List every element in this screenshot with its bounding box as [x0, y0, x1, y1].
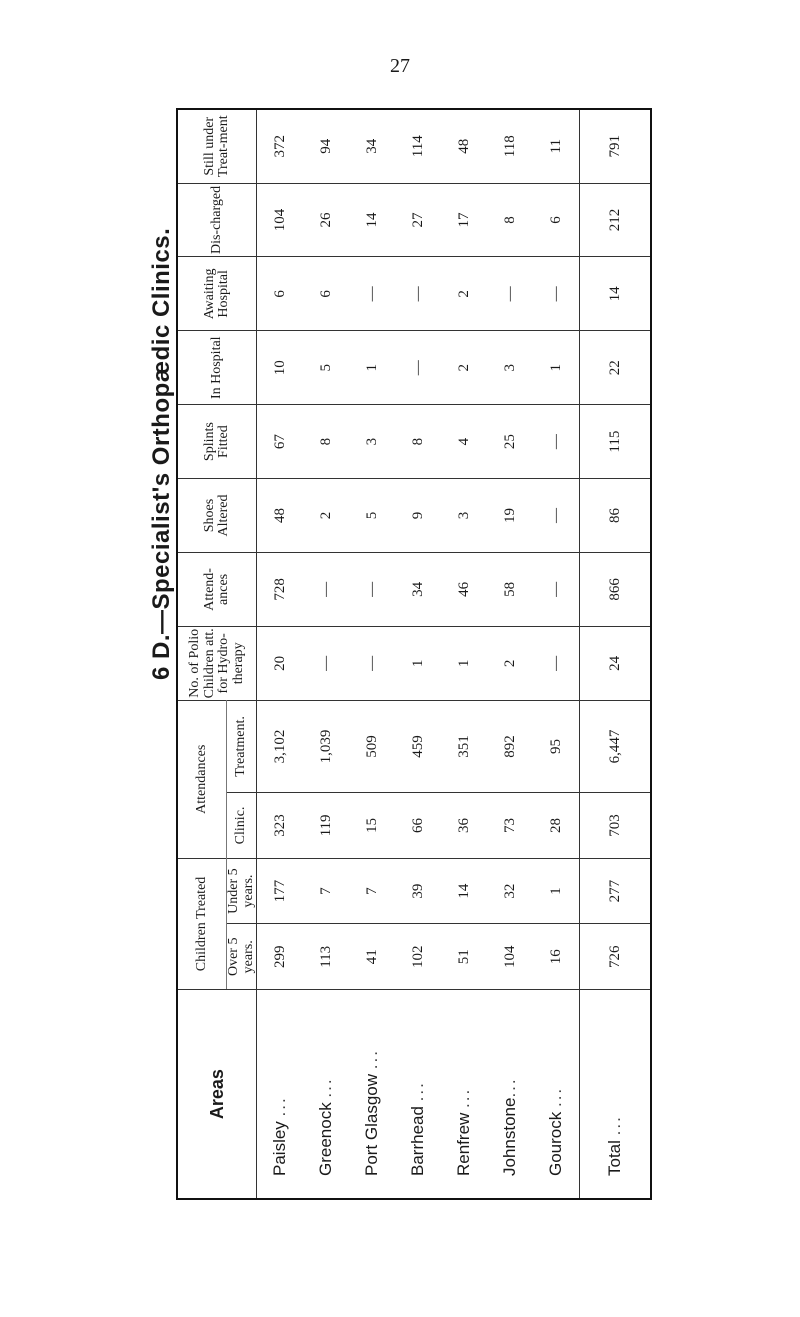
table-row	[257, 109, 304, 1199]
table-row	[487, 109, 533, 1199]
table-cell: 1	[533, 331, 580, 405]
header-in-hospital: In Hospital	[177, 331, 257, 405]
header-attendances-single: Attend-ances	[177, 552, 257, 626]
table-cell: 6	[533, 183, 580, 257]
table-cell: —	[349, 626, 395, 700]
table-cell: 1,039	[303, 700, 349, 792]
table-cell: 16	[533, 924, 580, 990]
table-cell: 1	[395, 626, 441, 700]
table-row	[533, 109, 580, 1199]
header-children-treated: Children Treated	[177, 858, 227, 989]
table-cell: 104	[487, 924, 533, 990]
table-cell: 1	[349, 331, 395, 405]
table-cell: —	[303, 626, 349, 700]
table-cell: 114	[395, 109, 441, 183]
table-cell: 41	[349, 924, 395, 990]
total-cell: 703	[580, 793, 652, 859]
table-cell: 6	[257, 257, 304, 331]
table-cell: 113	[303, 924, 349, 990]
table-row	[349, 109, 395, 1199]
table-cell: 119	[303, 793, 349, 859]
table-cell: 4	[441, 405, 487, 479]
table-cell: 3	[441, 479, 487, 553]
table-cell: 118	[487, 109, 533, 183]
area-cell: Barrhead ...	[395, 990, 441, 1199]
total-cell: 866	[580, 552, 652, 626]
page-title: 6 D.—Specialist's Orthopædic Clinics.	[148, 227, 175, 680]
table-cell: 19	[487, 479, 533, 553]
table-cell: —	[303, 552, 349, 626]
table-cell: 46	[441, 552, 487, 626]
table-cell: 14	[349, 183, 395, 257]
table-cell: 25	[487, 405, 533, 479]
table-cell: 3	[487, 331, 533, 405]
area-cell: Paisley ...	[257, 990, 304, 1199]
header-treatment: Treatment.	[227, 700, 257, 792]
table-row	[395, 109, 441, 1199]
table-cell: —	[349, 257, 395, 331]
table-cell: 3	[349, 405, 395, 479]
header-clinic: Clinic.	[227, 793, 257, 859]
table-cell: 26	[303, 183, 349, 257]
total-cell: 14	[580, 257, 652, 331]
table-cell: 67	[257, 405, 304, 479]
table-cell: 58	[487, 552, 533, 626]
orthopaedic-clinics-table	[176, 108, 652, 1200]
table-cell: 27	[395, 183, 441, 257]
area-cell: Port Glasgow ...	[349, 990, 395, 1199]
page-number: 27	[390, 55, 410, 77]
table-cell: 1	[441, 626, 487, 700]
table-cell: —	[395, 331, 441, 405]
table-cell: 8	[395, 405, 441, 479]
header-over-5: Over 5 years.	[227, 924, 257, 990]
table-cell: 32	[487, 858, 533, 924]
table-cell: 5	[349, 479, 395, 553]
table-cell: 2	[441, 257, 487, 331]
total-cell: 6,447	[580, 700, 652, 792]
header-still-under: Still under Treat-ment	[177, 109, 257, 183]
table-cell: 51	[441, 924, 487, 990]
header-awaiting: Awaiting Hospital	[177, 257, 257, 331]
table-cell: —	[533, 626, 580, 700]
table-cell: 104	[257, 183, 304, 257]
header-under-5: Under 5 years.	[227, 858, 257, 924]
table-cell: 6	[303, 257, 349, 331]
table-cell: 8	[303, 405, 349, 479]
table-cell: 2	[303, 479, 349, 553]
table-cell: 48	[441, 109, 487, 183]
table-cell: 48	[257, 479, 304, 553]
table-cell: 36	[441, 793, 487, 859]
table-cell: —	[349, 552, 395, 626]
table-cell: 5	[303, 331, 349, 405]
table-cell: 20	[257, 626, 304, 700]
table-cell: 3,102	[257, 700, 304, 792]
table-cell: 459	[395, 700, 441, 792]
table-cell: 177	[257, 858, 304, 924]
table-cell: 892	[487, 700, 533, 792]
total-cell: 277	[580, 858, 652, 924]
table-cell: 73	[487, 793, 533, 859]
table-cell: 94	[303, 109, 349, 183]
table-cell: 28	[533, 793, 580, 859]
total-cell: 212	[580, 183, 652, 257]
total-row	[580, 109, 652, 1199]
table-cell: 372	[257, 109, 304, 183]
table-cell: 39	[395, 858, 441, 924]
table-cell: 102	[395, 924, 441, 990]
table-cell: 11	[533, 109, 580, 183]
table-cell: 10	[257, 331, 304, 405]
total-cell: 726	[580, 924, 652, 990]
table-wrapper	[176, 108, 641, 1200]
table-cell: 34	[349, 109, 395, 183]
table-cell: 2	[487, 626, 533, 700]
area-cell: Renfrew ...	[441, 990, 487, 1199]
table-cell: 9	[395, 479, 441, 553]
total-cell: 22	[580, 331, 652, 405]
table-cell: 351	[441, 700, 487, 792]
table-cell: 2	[441, 331, 487, 405]
header-splints: Splints Fitted	[177, 405, 257, 479]
area-cell: Gourock ...	[533, 990, 580, 1199]
table-row	[441, 109, 487, 1199]
total-cell: 86	[580, 479, 652, 553]
table-cell: 95	[533, 700, 580, 792]
header-shoes: Shoes Altered	[177, 479, 257, 553]
total-label-cell: Total ...	[580, 990, 652, 1199]
area-cell: Johnstone...	[487, 990, 533, 1199]
header-polio: No. of Polio Children att. for Hydro-therapy	[177, 626, 257, 700]
table-cell: —	[533, 479, 580, 553]
header-discharged: Dis-charged	[177, 183, 257, 257]
table-cell: 15	[349, 793, 395, 859]
table-cell: —	[533, 552, 580, 626]
table-cell: 1	[533, 858, 580, 924]
header-attendances: Attendances	[177, 700, 227, 858]
table-cell: 66	[395, 793, 441, 859]
total-cell: 791	[580, 109, 652, 183]
table-row	[303, 109, 349, 1199]
area-cell: Greenock ...	[303, 990, 349, 1199]
table-cell: 728	[257, 552, 304, 626]
table-cell: 323	[257, 793, 304, 859]
table-cell: —	[487, 257, 533, 331]
table-cell: 299	[257, 924, 304, 990]
table-cell: 8	[487, 183, 533, 257]
table-cell: —	[395, 257, 441, 331]
table-cell: 14	[441, 858, 487, 924]
table-cell: —	[533, 257, 580, 331]
table-cell: —	[533, 405, 580, 479]
total-cell: 24	[580, 626, 652, 700]
table-cell: 17	[441, 183, 487, 257]
table-cell: 509	[349, 700, 395, 792]
table-cell: 34	[395, 552, 441, 626]
table-cell: 7	[303, 858, 349, 924]
header-areas: Areas	[177, 990, 257, 1199]
table-cell: 7	[349, 858, 395, 924]
total-cell: 115	[580, 405, 652, 479]
